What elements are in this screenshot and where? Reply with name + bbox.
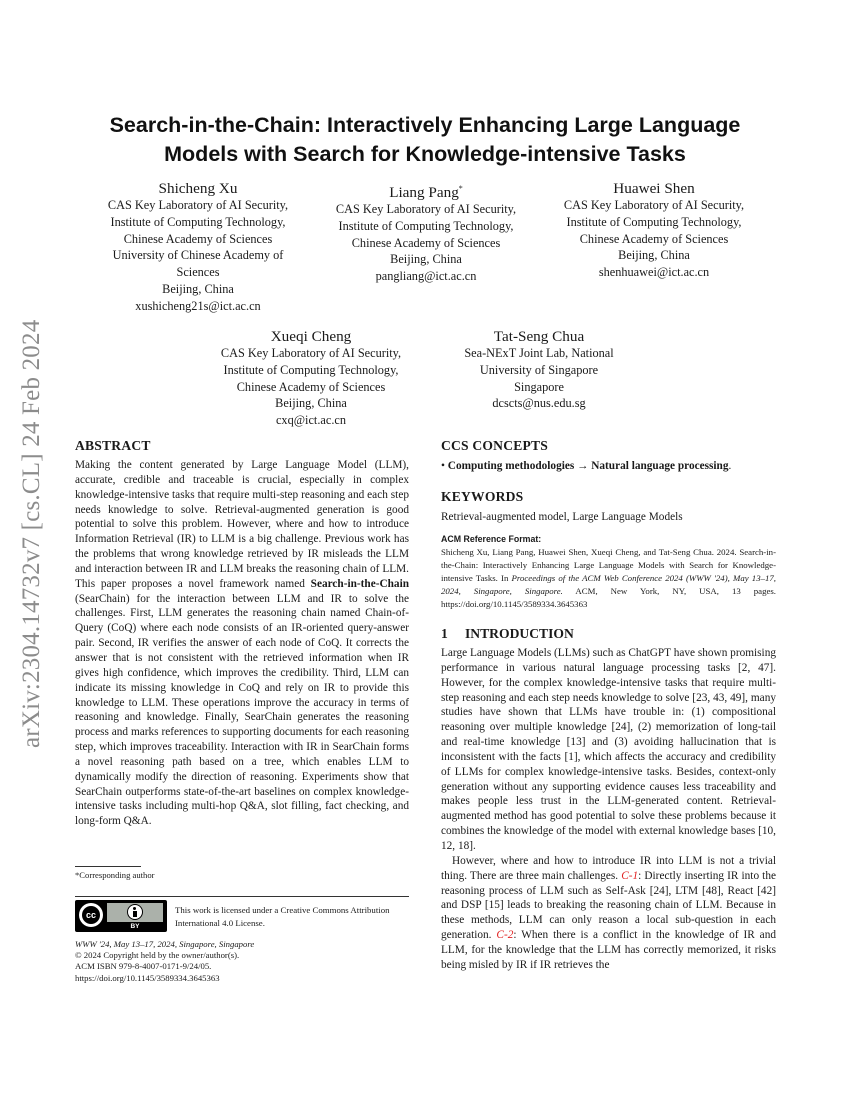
author-affiliation: Institute of Computing Technology, (338, 218, 514, 233)
footnote-rule (75, 866, 141, 867)
author-affiliation: CAS Key Laboratory of AI Security, (220, 346, 402, 360)
left-column (75, 436, 409, 829)
ccs-item: Natural language processing (591, 460, 729, 472)
by-label: BY (107, 922, 163, 932)
right-column (441, 436, 776, 973)
author-name (308, 179, 544, 202)
author-name: Tat-Seng Chua (493, 328, 585, 345)
author-affiliation: Institute of Computing Technology, (223, 362, 399, 377)
ccs-end: . (728, 460, 732, 472)
paper-title (60, 111, 790, 168)
footnote: *Corresponding author (75, 870, 155, 880)
author-block (421, 327, 657, 412)
intro-text-part: : Directly inserting IR into the reasoning process of LLM such as Self-Ask [24], LTM [48], React [42] and DSP [15] leads to breaking the reasoning chain of LLM. Because in these methods, LLM can only reason a local sub-question in each generation. (441, 869, 776, 942)
author-email: shenhuawei@ict.ac.cn (598, 265, 710, 280)
abstract-heading: ABSTRACT (75, 438, 151, 453)
author-location: Singapore (514, 379, 564, 394)
isbn: ACM ISBN 979-8-4007-0171-9/24/05. (75, 961, 212, 972)
keywords-text: Retrieval-augmented model, Large Language Models (441, 511, 683, 523)
author-block (308, 179, 544, 285)
author-affiliation: Sea-NExT Joint Lab, National (464, 346, 614, 360)
author-name: Huawei Shen (613, 180, 695, 197)
author-affiliation: CAS Key Laboratory of AI Security, (335, 202, 517, 217)
author-affiliation: University of Singapore (479, 362, 599, 377)
challenge-label: C-2 (496, 929, 514, 942)
author-block (536, 179, 772, 281)
author-affiliation: Sciences (176, 265, 220, 280)
introduction-heading (441, 624, 776, 644)
intro-text-part: : When there is a conflict in the knowledge of IR and LLM, for the knowledge that the LLM has correctly memorized, it risks being misled by IR if IR retrieves the (441, 929, 776, 971)
author-affiliation: Chinese Academy of Sciences (579, 231, 729, 246)
title-line: Models with Search for Knowledge-intensive Tasks (164, 141, 686, 166)
acm-reference-heading: ACM Reference Format: (441, 534, 542, 544)
author-location: Beijing, China (275, 396, 347, 411)
author-affiliation: University of Chinese Academy of (112, 248, 284, 263)
section-title: INTRODUCTION (465, 626, 574, 641)
author-location: Beijing, China (618, 248, 690, 263)
publication-info (75, 939, 254, 984)
corresponding-mark: * (458, 184, 463, 193)
section-number: 1 (441, 626, 448, 641)
keywords-heading: KEYWORDS (441, 489, 524, 504)
author-affiliation: Institute of Computing Technology, (566, 214, 742, 229)
title-line: Search-in-the-Chain: Interactively Enhancing Large Language (109, 113, 741, 137)
intro-paragraph: Large Language Models (LLMs) such as ChatGPT have shown promising performance in various natural language processing tasks [2, 47]. However, for the complex knowledge-intensive tasks that require multi-step reasoning and each step needs knowledge to solve [23, 43, 49], many studies have shown that LLMs have trouble in: (1) compositional reasoning over multiple knowledge [24], (2) memorization of long-tail and real-time knowledge [13] and (3) avoiding hallucination that is inconsistent with the facts [1], which affects the accuracy and credibility of LLMs for complex knowledge-intensive tasks. Besides, context-only generation without any supporting evidence causes less traceability and makes people less trust in the LLM-generated content. Retrieval-augmented method has good potential to solve these problems because it combines the knowledge of the model with external knowledge bases [10, 12, 18]. (441, 647, 776, 852)
author-location: Beijing, China (162, 281, 234, 296)
intro-paragraph (441, 854, 776, 973)
abstract-text-part: Making the content generated by Large Language Model (LLM), accurate, credible and traceable is crucial, especially in complex knowledge-intensive tasks that require multi-step reasoning and each step needs knowledge to solve. Retrieval-augmented generation is good potential to solve this problem. However, where and how to introduce Information Retrieval (IR) to LLM is a big challenge. Previous work has the problems that wrong knowledge retrieved by IR misleads the LLM and interaction between IR and LLM breaks the reasoning chain of LLM. This paper proposes a novel framework named (75, 459, 409, 590)
cc-by-badge[interactable] (75, 900, 167, 932)
abstract-text (75, 458, 409, 829)
acm-reference-venue: Proceedings of the ACM Web Conference 2024 (WWW '24), May 13–17, 2024, Singapore, Singapore. (441, 573, 776, 596)
framework-name: Search-in-the-Chain (310, 577, 409, 590)
ccs-concepts (441, 459, 776, 473)
abstract-text-part: (SearChain) for the interaction between LLM and IR to solve the challenges. First, LLM generates the reasoning chain named Chain-of-Query (CoQ) where each node consists of an IR-oriented query-answer pair. Second, IR verifies the answer of each node of CoQ. It corrects the answer that is not consistent with the retrieved information when IR gives high confidence, which improves the credibility. Third, LLM can indicate its missing knowledge in CoQ and rely on IR to provide this knowledge to LLM. These operations improve the accuracy in terms of reasoning and knowledge. Finally, SearChain generates the reasoning process and marks references to supporting documents for each reasoning step, which improves traceability. Interaction with IR in SearChain forms a novel reasoning path based on a tree, which enables LLM to dynamically modify the direction of reasoning. Experiments show that SearChain outperforms state-of-the-art baselines on complex knowledge-intensive tasks including multi-hop Q&A, slot filling, fact checking, and long-form Q&A. (75, 592, 409, 828)
doi-link[interactable]: https://doi.org/10.1145/3589334.3645363 (75, 972, 220, 983)
acm-reference-text (441, 546, 776, 611)
arxiv-watermark: arXiv:2304.14732v7 [cs.CL] 24 Feb 2024 (18, 319, 45, 748)
author-block (193, 327, 429, 429)
author-email: cxq@ict.ac.cn (275, 413, 347, 428)
bullet: • (441, 460, 445, 472)
author-email: xushicheng21s@ict.ac.cn (135, 298, 261, 313)
cc-icon-text: cc (82, 906, 100, 924)
acm-reference-part: ACM, New York, NY, USA, 13 pages. https://doi.org/10.1145/3589334.3645363 (441, 586, 776, 609)
cc-icon (79, 903, 103, 927)
license-rule (75, 896, 409, 897)
author-email: pangliang@ict.ac.cn (375, 269, 477, 284)
author-affiliation: Institute of Computing Technology, (110, 214, 286, 229)
ccs-heading: CCS CONCEPTS (441, 438, 549, 453)
challenge-label: C-1 (621, 869, 639, 882)
author-name: Shicheng Xu (158, 180, 238, 197)
author-location: Beijing, China (390, 252, 462, 267)
author-affiliation: Chinese Academy of Sciences (236, 379, 386, 394)
author-affiliation: Chinese Academy of Sciences (351, 235, 501, 250)
copyright: © 2024 Copyright held by the owner/author(s). (75, 950, 240, 961)
ccs-item: Computing methodologies (447, 460, 575, 472)
venue: WWW '24, May 13–17, 2024, Singapore, Singapore (75, 939, 255, 949)
author-name: Xueqi Cheng (270, 328, 352, 345)
license-text: This work is licensed under a Creative Commons Attribution International 4.0 License. (175, 905, 390, 928)
author-name-text: Liang Pang (389, 184, 459, 202)
acm-reference-part: Shicheng Xu, Liang Pang, Huawei Shen, Xueqi Cheng, and Tat-Seng Chua. 2024. Search-in-the-Chain: Interactively Enhancing Large Language Models with Search for Knowledge-intensive Tasks. In (441, 547, 776, 583)
author-affiliation: CAS Key Laboratory of AI Security, (107, 198, 289, 212)
author-affiliation: CAS Key Laboratory of AI Security, (563, 198, 745, 212)
author-email: dcscts@nus.edu.sg (492, 396, 586, 411)
person-icon (127, 904, 143, 920)
arrow-icon: → (577, 460, 589, 472)
author-block (80, 179, 316, 315)
author-affiliation: Chinese Academy of Sciences (123, 231, 273, 246)
intro-text-part: However, where and how to introduce IR into LLM is not a trivial thing. There are three main challenges. (441, 854, 776, 882)
